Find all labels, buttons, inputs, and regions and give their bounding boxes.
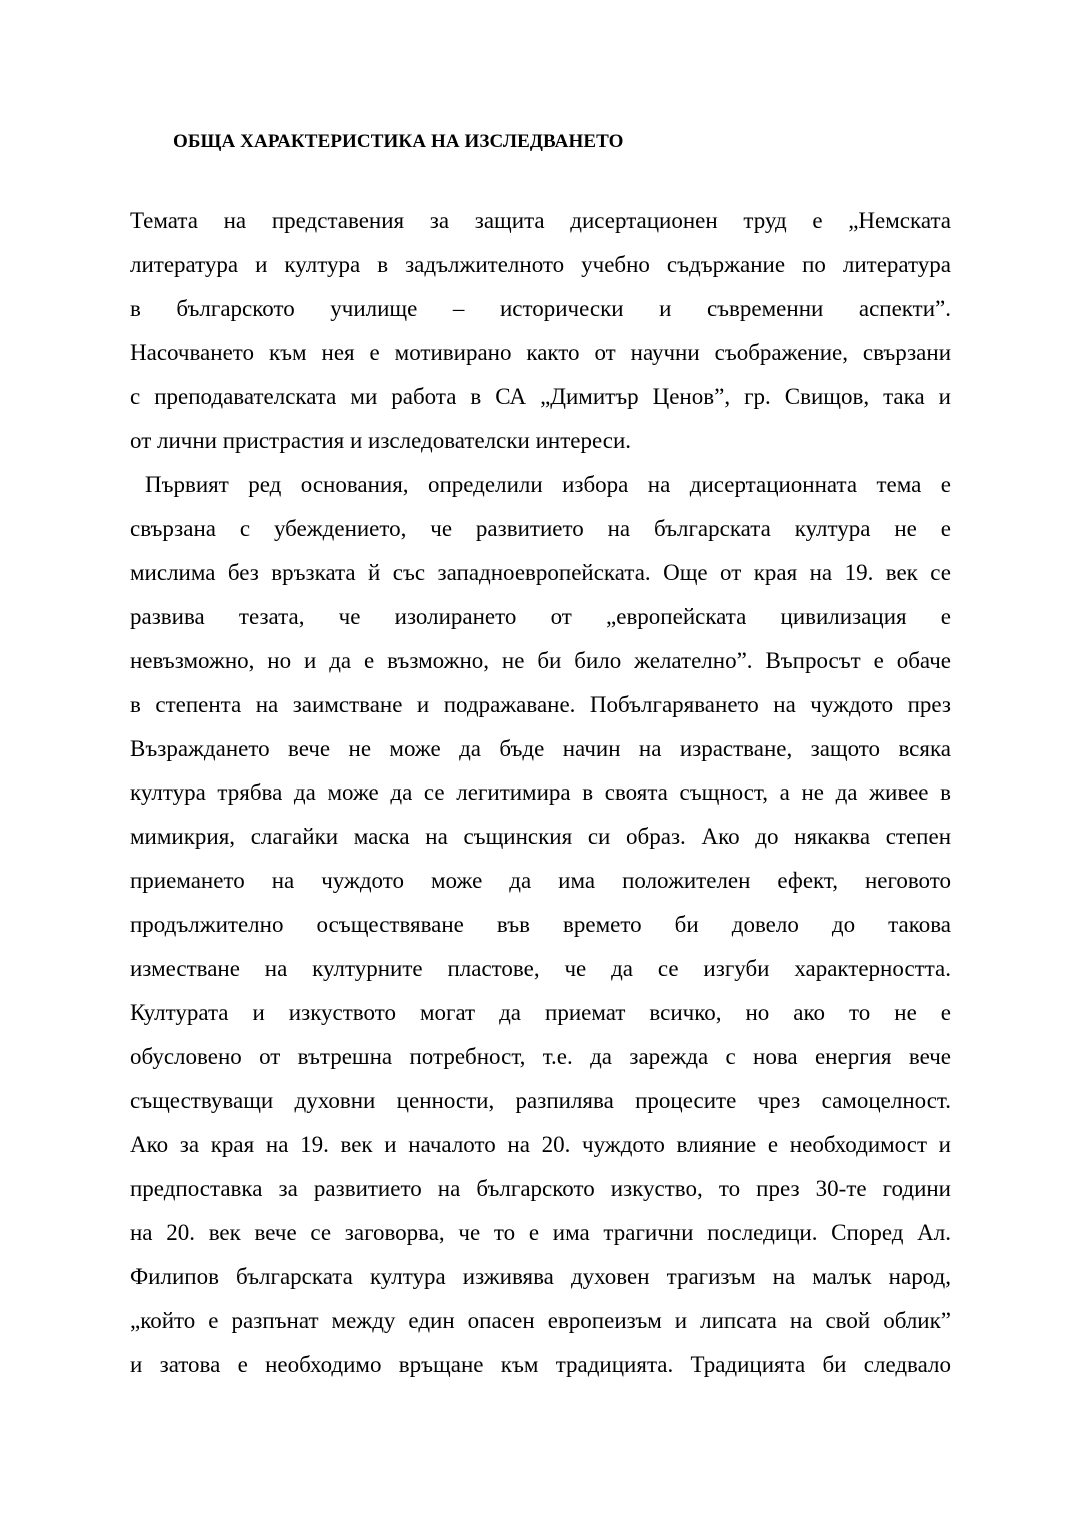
text-line: мислима без връзката й със западноевропейската. Още от края на 19. век се [130, 560, 951, 585]
text-line: приемането на чуждото може да има положителен ефект, неговото [130, 868, 951, 893]
text-line: съществуващи духовни ценности, разпилява процесите чрез самоцелност. [130, 1088, 951, 1113]
text-line: Насочването към нея е мотивирано както от научни съображение, свързани [130, 340, 951, 365]
text-line: в българското училище – исторически и съвременни аспекти”. [130, 296, 951, 321]
text-line: Първият ред основания, определили избора на дисертационната тема е [145, 472, 951, 497]
text-line: Темата на представения за защита дисертационен труд е „Немската [130, 208, 951, 233]
text-line: литература и култура в задължителното учебно съдържание по литература [130, 252, 951, 277]
text-line: от лични пристрастия и изследователски интереси. [130, 428, 632, 453]
text-line: Ако за края на 19. век и началото на 20. чуждото влияние е необходимост и [130, 1132, 951, 1157]
text-line: и затова е необходимо връщане към традицията. Традицията би следвало [130, 1352, 951, 1377]
text-line: свързана с убеждението, че развитието на българската култура не е [130, 516, 951, 541]
text-line: с преподавателската ми работа в СА „Димитър Ценов”, гр. Свищов, така и [130, 384, 951, 409]
text-line: Филипов българската култура изживява духовен трагизъм на малък народ, [130, 1264, 951, 1289]
paragraph-1 [130, 199, 951, 463]
text-line: на 20. век вече се заговорва, че то е има трагични последици. Според Ал. [130, 1220, 951, 1245]
text-line: развива тезата, че изолирането от „европейската цивилизация е [130, 604, 951, 629]
text-line: невъзможно, но и да е възможно, не би било желателно”. Въпросът е обаче [130, 648, 951, 673]
text-line: продължително осъществяване във времето би довело до такова [130, 912, 951, 937]
text-line: Възраждането вече не може да бъде начин на израстване, защото всяка [130, 736, 951, 761]
text-line: мимикрия, слагайки маска на същинския си образ. Ако до някаква степен [130, 824, 951, 849]
text-line: обусловено от вътрешна потребност, т.е. да зарежда с нова енергия вече [130, 1044, 951, 1069]
paragraph-2 [130, 463, 951, 1387]
text-line: в степента на заимстване и подражаване. Побългаряването на чуждото през [130, 692, 951, 717]
text-line: изместване на културните пластове, че да се изгуби характерността. [130, 956, 951, 981]
body-text [130, 199, 951, 1387]
text-line: „който е разпънат между един опасен европеизъм и липсата на свой облик” [130, 1308, 951, 1333]
text-line: предпоставка за развитието на българското изкуство, то през 30-те години [130, 1176, 951, 1201]
section-heading: ОБЩА ХАРАКТЕРИСТИКА НА ИЗСЛЕДВАНЕТО [173, 131, 624, 152]
text-line: култура трябва да може да се легитимира в своята същност, а не да живее в [130, 780, 951, 805]
text-line: Културата и изкуството могат да приемат всичко, но ако то не е [130, 1000, 951, 1025]
